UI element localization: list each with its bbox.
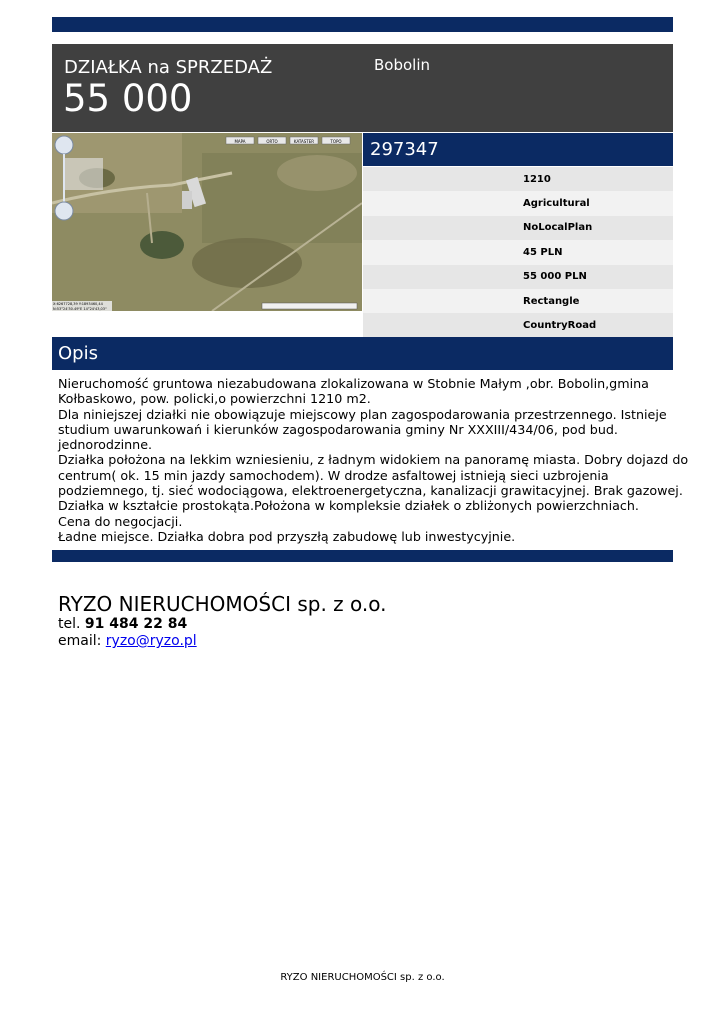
listing-type: DZIAŁKA na SPRZEDAŻ bbox=[64, 57, 273, 78]
description-line: centrum( ok. 15 min jazdy samochodem). W drodze asfaltowej istnieją sieci uzbrojenia bbox=[58, 467, 609, 483]
map-button-topo[interactable]: TOPO bbox=[330, 139, 342, 144]
agency-contact bbox=[58, 616, 197, 650]
aerial-map-image bbox=[52, 133, 362, 311]
detail-access-road: CountryRoad bbox=[363, 313, 673, 337]
detail-price-per-m2: 45 PLN bbox=[363, 240, 673, 264]
detail-local-plan: NoLocalPlan bbox=[363, 216, 673, 240]
map-coordinates-xy: X:6267728,39 Y:1893460,44 bbox=[53, 302, 103, 306]
agency-name: RYZO NIERUCHOMOŚCI sp. z o.o. bbox=[58, 592, 387, 616]
description-line: Cena do negocjacji. bbox=[58, 513, 183, 529]
listing-id: 297347 bbox=[370, 139, 439, 160]
bottom-accent-bar bbox=[52, 550, 673, 562]
map-scale-bar bbox=[262, 303, 357, 309]
description-line: podziemnego, tj. sieć wodociągowa, elektroenergetyczna, kanalizacji grawitacyjnej. Brak gazowej. bbox=[58, 483, 683, 499]
description-line: Ładne miejsce. Działka dobra pod przyszłą zabudowę lub inwestycyjnie. bbox=[58, 528, 516, 544]
description-line: jednorodzinne. bbox=[58, 437, 153, 453]
top-accent-bar bbox=[52, 17, 673, 32]
page-footer: RYZO NIERUCHOMOŚCI sp. z o.o. bbox=[280, 972, 445, 983]
description-header bbox=[52, 337, 673, 370]
detail-shape: Rectangle bbox=[363, 289, 673, 313]
detail-land-type: Agricultural bbox=[363, 191, 673, 215]
zoom-control-icon[interactable] bbox=[55, 202, 73, 220]
details-table bbox=[363, 167, 673, 338]
map-button-kataster[interactable]: KATASTER bbox=[293, 139, 315, 144]
phone-label: tel. bbox=[58, 616, 81, 632]
listing-location: Bobolin bbox=[374, 56, 431, 74]
detail-total-price: 55 000 PLN bbox=[363, 265, 673, 289]
description-line: Dla niniejszej działki nie obowiązuje miejscowy plan zagospodarowania przestrzennego. Istnieje bbox=[58, 406, 667, 422]
description-line: studium uwarunkowań i kierunków zagospodarowania gminy Nr XXXIII/434/06, pod bud. bbox=[58, 421, 618, 437]
email-link[interactable]: ryzo@ryzo.pl bbox=[105, 633, 197, 649]
description-line: Działka położona na lekkim wzniesieniu, z ładnym widokiem na panoramę miasta. Dobry dojazd do bbox=[58, 452, 689, 468]
detail-area: 1210 bbox=[363, 167, 673, 191]
aerial-photo bbox=[52, 133, 362, 311]
description-line: Nieruchomość gruntowa niezabudowana zlokalizowana w Stobnie Małym ,obr. Bobolin,gmina bbox=[58, 376, 649, 391]
map-button-mapa[interactable]: MAPA bbox=[234, 139, 246, 144]
listing-id-header bbox=[363, 133, 673, 166]
description-heading: Opis bbox=[58, 343, 98, 364]
map-coordinates-ne: N:53°24'30.49"E 14°24'43,03" bbox=[53, 307, 107, 311]
map-layer-panel bbox=[65, 158, 103, 190]
description-line: Działka w kształcie prostokąta.Położona w kompleksie działek o zbliżonych powierzchniach. bbox=[58, 498, 639, 514]
listing-header bbox=[52, 44, 673, 132]
email-label: email: bbox=[58, 633, 102, 649]
map-button-orto[interactable]: ORTO bbox=[266, 139, 278, 144]
pan-control-icon[interactable] bbox=[55, 136, 73, 154]
description-line: Kołbaskowo, pow. policki,o powierzchni 1210 m2. bbox=[58, 391, 371, 407]
phone-number: 91 484 22 84 bbox=[84, 616, 188, 632]
listing-price: 55 000 bbox=[63, 77, 193, 120]
description-text bbox=[58, 376, 689, 544]
